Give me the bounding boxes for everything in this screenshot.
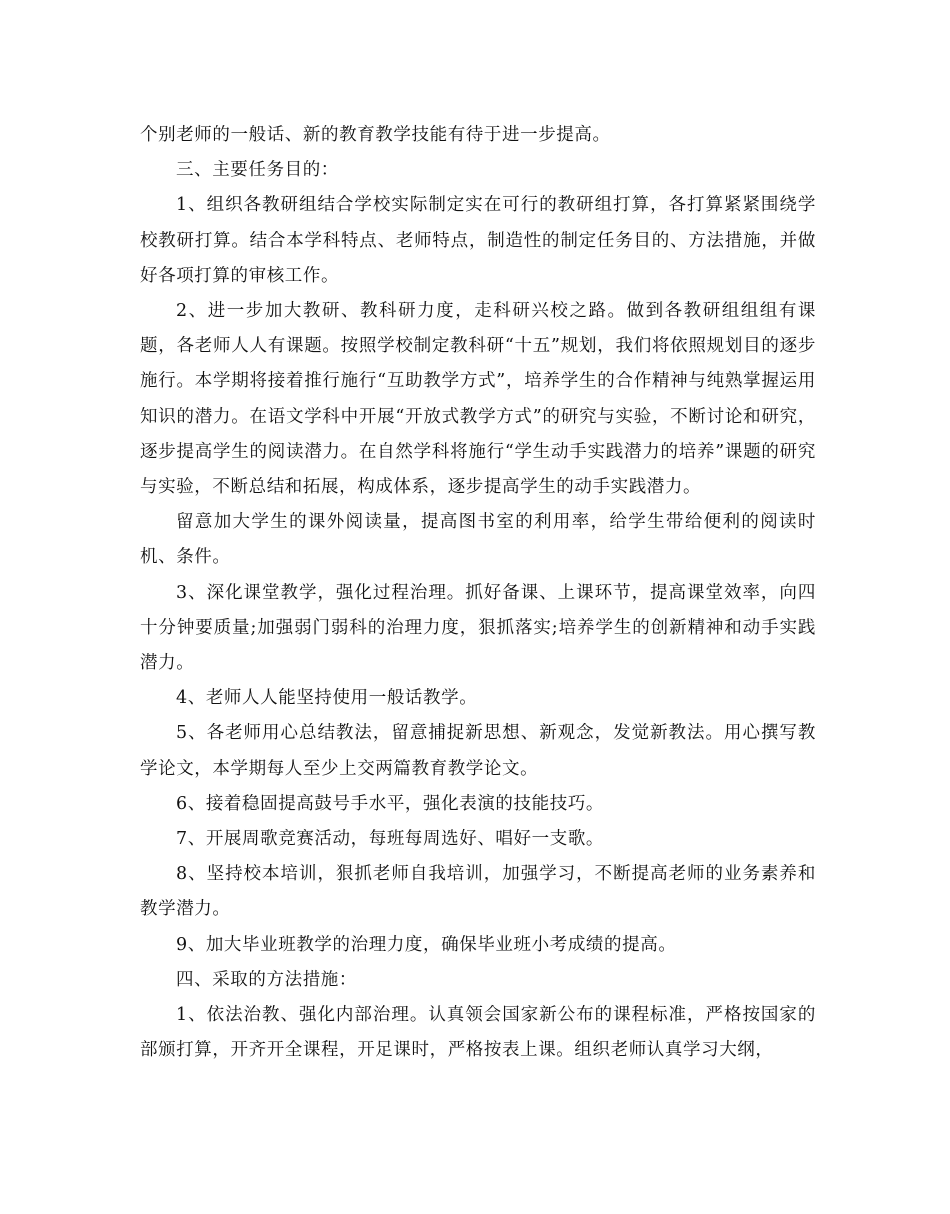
paragraph-reading: 留意加大学生的课外阅读量，提高图书室的利用率，给学生带给便利的阅读时机、条件。 <box>140 512 816 568</box>
task-item-4: 4、老师人人能坚持使用一般话教学。 <box>176 688 478 709</box>
section-heading-measures: 四、采取的方法措施： <box>176 969 357 990</box>
task-item-3: 3、深化课堂教学，强化过程治理。抓好备课、上课环节，提高课堂效率，向四十分钟要质量;加强弱门弱科的治理力度，狠抓落实;培养学生的创新精神和动手实践潜力。 <box>140 582 816 674</box>
task-item-2: 2、进一步加大教研、教科研力度，走科研兴校之路。做到各教研组组组有课题，各老师人人有课题。按照学校制定教科研“十五”规划，我们将依照规划目的逐步施行。本学期将接着推行施行“互助教学方式”，培养学生的合作精神与纯熟掌握运用知识的潜力。在语文学科中开展“开放式教学方式”的研究与实验，不断讨论和研究，逐步提高学生的阅读潜力。在自然学科将施行“学生动手实践潜力的培养”课题的研究与实验，不断总结和拓展，构成体系，逐步提高学生的动手实践潜力。 <box>140 301 816 498</box>
task-item-9: 9、加大毕业班教学的治理力度，确保毕业班小考成绩的提高。 <box>176 934 677 955</box>
section-heading-main-tasks: 三、主要任务目的： <box>176 160 339 181</box>
task-item-1: 1、组织各教研组结合学校实际制定实在可行的教研组打算，各打算紧紧围绕学校教研打算。结合本学科特点、老师特点，制造性的制定任务目的、方法措施，并做好各项打算的审核工作。 <box>140 195 816 286</box>
task-item-7: 7、开展周歌竞赛活动，每班每周选好、唱好一支歌。 <box>176 829 605 850</box>
task-item-8: 8、坚持校本培训，狠抓老师自我培训，加强学习，不断提高老师的业务素养和教学潜力。 <box>140 864 816 920</box>
task-item-6: 6、接着稳固提高鼓号手水平，强化表演的技能技巧。 <box>176 793 605 814</box>
measure-item-1: 1、依法治教、强化内部治理。认真领会国家新公布的课程标准，严格按国家的部颁打算，开齐开全课程，开足课时，严格按表上课。组织老师认真学习大纲， <box>140 1005 816 1061</box>
task-item-5: 5、各老师用心总结教法，留意捕捉新思想、新观念，发觉新教法。用心撰写教学论文，本学期每人至少上交两篇教育教学论文。 <box>140 723 816 779</box>
paragraph-continuation: 个别老师的一般话、新的教育教学技能有待于进一步提高。 <box>140 125 611 145</box>
document-body <box>140 118 816 1068</box>
